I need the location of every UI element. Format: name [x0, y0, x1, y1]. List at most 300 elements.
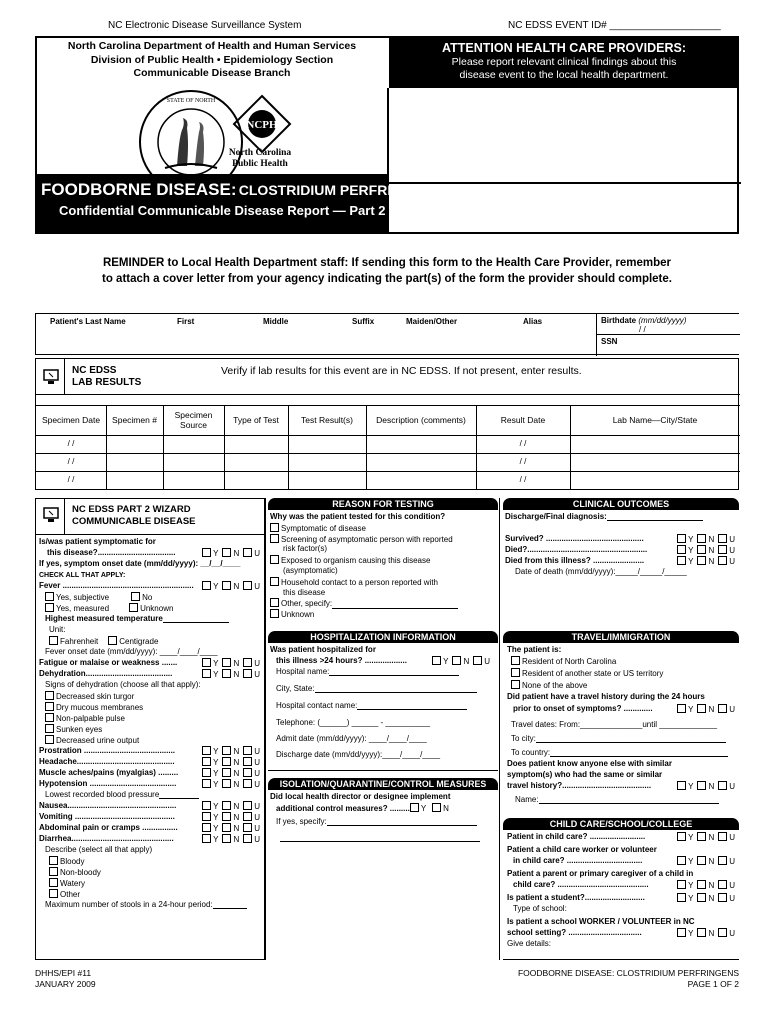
nausea-n-checkbox[interactable]	[222, 801, 231, 810]
muscle-y-checkbox[interactable]	[202, 768, 211, 777]
vomiting-n-checkbox[interactable]	[222, 812, 231, 821]
school-worker-u-label: U	[729, 929, 735, 938]
symptomatic-question: Is/was patient symptomatic for	[39, 537, 156, 546]
isolation-section	[268, 778, 498, 858]
form-row	[39, 878, 264, 889]
headache-u-checkbox[interactable]	[243, 757, 252, 766]
travel-country-label: To country:	[511, 748, 551, 757]
died-u-checkbox[interactable]	[718, 545, 727, 554]
form-row	[507, 880, 739, 891]
form-row	[270, 656, 498, 667]
dehydration-sign-checkbox[interactable]	[45, 702, 54, 711]
symptom-onset-date[interactable]: If yes, symptom onset date (mm/dd/yyyy): __/__/____	[39, 559, 241, 568]
child-care-worker-y-checkbox[interactable]	[677, 856, 686, 865]
travel-history-n-checkbox[interactable]	[697, 704, 706, 713]
child-care-worker-question: Patient a child care worker or volunteer	[507, 845, 657, 854]
child-care-worker-u-label: U	[729, 857, 735, 866]
nausea-y-checkbox[interactable]	[202, 801, 211, 810]
form-row	[507, 734, 739, 745]
nausea-u-label: U	[254, 802, 260, 811]
form-row	[39, 779, 264, 790]
symptomatic-u-checkbox[interactable]	[243, 548, 252, 557]
reason-option-label: Screening of asymptomatic person with reported	[281, 534, 453, 544]
fatigue-u-checkbox[interactable]	[243, 658, 252, 667]
student-y-label: Y	[688, 894, 694, 903]
travel-section	[503, 631, 739, 811]
system-name: NC Electronic Disease Surveillance System	[108, 20, 302, 31]
vomiting-n-label: N	[233, 813, 240, 822]
vomiting	[202, 812, 260, 822]
reason-question: Why was the patient tested for this condition?	[270, 512, 446, 521]
ssn-label[interactable]: SSN	[601, 337, 618, 346]
symptomatic-y-checkbox[interactable]	[202, 548, 211, 557]
hospitalization-section	[268, 631, 498, 771]
survived-n-checkbox[interactable]	[697, 534, 706, 543]
fever-y-label: Y	[213, 582, 219, 591]
died-from-illness-n-label: N	[708, 557, 715, 566]
discharge-date-field[interactable]: Discharge date (mm/dd/yyyy):____/____/____	[276, 750, 441, 759]
student-label: Is patient a student?...........................	[507, 893, 645, 902]
reminder-line-1: REMINDER to Local Health Department staff: If sending this form to the Health Care Provider, remember	[102, 257, 672, 269]
child-care-worker-u-checkbox[interactable]	[718, 856, 727, 865]
hypotension-y-checkbox[interactable]	[202, 779, 211, 788]
form-title: FOODBORNE DISEASE:	[41, 180, 237, 199]
form-row	[507, 845, 739, 856]
survived-y-checkbox[interactable]	[677, 534, 686, 543]
fever-yes-subjective-checkbox[interactable]	[45, 592, 54, 601]
vomiting-u-checkbox[interactable]	[243, 812, 252, 821]
diarrhea-n-checkbox[interactable]	[222, 834, 231, 843]
hospital-contact-input[interactable]	[357, 702, 467, 710]
muscle	[202, 768, 260, 778]
know-similar-question-cont-2: travel history?........................................	[507, 781, 652, 790]
died-u-label: U	[729, 546, 735, 555]
died-y-label: Y	[688, 546, 694, 555]
fever-u-checkbox[interactable]	[243, 581, 252, 590]
fatigue-y-checkbox[interactable]	[202, 658, 211, 667]
know-similar-y-checkbox[interactable]	[677, 781, 686, 790]
hospitalized-y-checkbox[interactable]	[432, 656, 441, 665]
child-care-worker	[677, 856, 735, 866]
result-date-slashes[interactable]: / /	[519, 439, 527, 448]
muscle-y-label: Y	[213, 769, 219, 778]
lab-header-1: NC EDSS	[72, 365, 117, 376]
final-diagnosis-input[interactable]	[607, 513, 703, 521]
max-stools-input[interactable]	[213, 901, 247, 909]
isolation-specify-input-2[interactable]	[280, 834, 480, 842]
clinical-title: CLINICAL OUTCOMES	[503, 498, 739, 510]
form-row	[39, 823, 264, 834]
form-row	[270, 792, 498, 803]
dehydration-n-checkbox[interactable]	[222, 669, 231, 678]
in-child-care-n-checkbox[interactable]	[697, 832, 706, 841]
form-row	[507, 656, 739, 667]
died-from-illness-u-checkbox[interactable]	[718, 556, 727, 565]
stool-type-checkbox[interactable]	[49, 867, 58, 876]
abdominal	[202, 823, 260, 833]
isolation-y-label: Y	[420, 804, 427, 813]
died-n-label: N	[708, 546, 715, 555]
student-n-checkbox[interactable]	[697, 893, 706, 902]
travel-country-input[interactable]	[550, 749, 728, 757]
form-row	[270, 577, 498, 588]
max-stools-label: Maximum number of stools in a 24-hour period:	[45, 900, 213, 909]
form-row	[507, 668, 739, 679]
agency-division: Division of Public Health • Epidemiology Section	[90, 53, 334, 66]
prostration-u-checkbox[interactable]	[243, 746, 252, 755]
headache-y-checkbox[interactable]	[202, 757, 211, 766]
computer-icon	[43, 507, 59, 523]
result-date-slashes[interactable]: / /	[519, 475, 527, 484]
reason-option-checkbox[interactable]	[270, 609, 279, 618]
nausea-u-checkbox[interactable]	[243, 801, 252, 810]
reason-option-checkbox[interactable]	[270, 577, 279, 586]
nausea	[202, 801, 260, 811]
fever-onset-date[interactable]: Fever onset date (mm/dd/yyyy): ____/____/____	[45, 647, 218, 656]
residence-label: Resident of another state or US territory	[522, 669, 664, 678]
form-row	[39, 834, 264, 845]
fatigue	[202, 658, 260, 668]
abdominal-u-checkbox[interactable]	[243, 823, 252, 832]
reason-option-label: Exposed to organism causing this disease	[281, 556, 431, 566]
travel-history-u-checkbox[interactable]	[718, 704, 727, 713]
diarrhea	[202, 834, 260, 844]
prostration-y-checkbox[interactable]	[202, 746, 211, 755]
vomiting-y-checkbox[interactable]	[202, 812, 211, 821]
died-from-illness-y-checkbox[interactable]	[677, 556, 686, 565]
muscle-u-label: U	[254, 769, 260, 778]
travel-city-input[interactable]	[536, 735, 726, 743]
know-similar-question-cont: symptom(s) who had the same or similar	[507, 770, 663, 779]
school-worker-question-cont: school setting? .................................	[507, 928, 642, 937]
specimen-date-slashes[interactable]: / /	[67, 439, 75, 448]
reason-title: REASON FOR TESTING	[268, 498, 498, 510]
fatigue-y-label: Y	[213, 659, 219, 668]
form-row	[270, 598, 498, 609]
patient-middle-name-label[interactable]: Middle	[263, 317, 289, 326]
dehydration	[202, 669, 260, 679]
stool-type-checkbox[interactable]	[49, 889, 58, 898]
dehydration-sign-checkbox[interactable]	[45, 691, 54, 700]
fever-unknown-checkbox[interactable]	[129, 603, 138, 612]
ncph-logo-icon	[232, 94, 292, 154]
isolation-specify-input[interactable]	[327, 818, 477, 826]
hypotension-y-label: Y	[213, 780, 219, 789]
form-row	[507, 856, 739, 867]
result-date-slashes[interactable]: / /	[519, 457, 527, 466]
form-row	[39, 581, 264, 592]
hospitalized-n-checkbox[interactable]	[452, 656, 461, 665]
dehydration-n-label: N	[233, 670, 240, 679]
event-id-field[interactable]: NC EDSS EVENT ID# ____________________	[508, 20, 721, 31]
isolation-n-label: N	[443, 804, 449, 813]
travel-history-y-checkbox[interactable]	[677, 704, 686, 713]
abdominal-y-label: Y	[213, 824, 219, 833]
form-row	[270, 817, 498, 828]
headache-u-label: U	[254, 758, 260, 767]
reason-option-label: Household contact to a person reported with	[281, 577, 438, 587]
muscle-n-checkbox[interactable]	[222, 768, 231, 777]
birthdate-format: (mm/dd/yyyy)	[638, 316, 687, 325]
highest-temp-input[interactable]	[163, 615, 229, 623]
reason-option-checkbox[interactable]	[270, 598, 279, 607]
form-row	[39, 735, 264, 746]
form-row	[507, 680, 739, 691]
prostration-u-label: U	[254, 747, 260, 756]
school-worker-y-label: Y	[688, 929, 694, 938]
temp-unit-label: Unit:	[49, 625, 66, 634]
know-similar-n-checkbox[interactable]	[697, 781, 706, 790]
diarrhea-label: Diarrhea..............................................	[39, 834, 174, 843]
fatigue-n-checkbox[interactable]	[222, 658, 231, 667]
form-row	[39, 889, 264, 900]
form-row	[39, 856, 264, 867]
svg-text:STATE OF NORTH: STATE OF NORTH	[166, 98, 216, 104]
wizard-section	[35, 498, 265, 960]
hospitalized-u-checkbox[interactable]	[473, 656, 482, 665]
form-row	[270, 750, 498, 761]
contact-name-label: Name:	[515, 795, 539, 804]
isolation-n-checkbox[interactable]	[432, 803, 441, 812]
fahrenheit-checkbox[interactable]	[49, 636, 58, 645]
diarrhea-u-checkbox[interactable]	[243, 834, 252, 843]
student	[677, 893, 735, 903]
specimen-date-slashes[interactable]: / /	[67, 457, 75, 466]
school-worker-y-checkbox[interactable]	[677, 928, 686, 937]
attention-title: ATTENTION HEALTH CARE PROVIDERS:	[442, 41, 686, 55]
reason-option-cont: risk factor(s)	[283, 544, 327, 554]
fever-y-checkbox[interactable]	[202, 581, 211, 590]
hospitalized	[432, 656, 490, 666]
reason-option-checkbox[interactable]	[270, 523, 279, 532]
know-similar-u-checkbox[interactable]	[718, 781, 727, 790]
muscle-u-checkbox[interactable]	[243, 768, 252, 777]
dehydration-u-label: U	[254, 670, 260, 679]
residence-checkbox[interactable]	[511, 668, 520, 677]
form-row	[507, 869, 739, 880]
hospital-city-input[interactable]	[315, 685, 477, 693]
fever-yes-measured-label: Yes, measured	[56, 604, 110, 613]
footer-page: PAGE 1 OF 2	[687, 979, 739, 989]
survived-label: Survived? ............................................	[505, 534, 644, 543]
in-child-care-u-checkbox[interactable]	[718, 832, 727, 841]
centigrade-checkbox[interactable]	[108, 636, 117, 645]
travel-history-question: Did patient have a travel history during the 24 hours	[507, 692, 705, 701]
parent-y-label: Y	[688, 881, 694, 890]
fever-yes-subjective-label: Yes, subjective	[56, 593, 110, 602]
died-n-checkbox[interactable]	[697, 545, 706, 554]
died-from-illness-n-checkbox[interactable]	[697, 556, 706, 565]
died-from-illness-y-label: Y	[688, 557, 694, 566]
agency-name: North Carolina Department of Health and Human Services	[67, 40, 357, 52]
fever-label: Fever ...........................................................	[39, 581, 194, 590]
died-from-illness-label: Died from this illness? .......................	[505, 556, 645, 565]
student-y-checkbox[interactable]	[677, 893, 686, 902]
form-row	[39, 790, 264, 801]
parent-n-checkbox[interactable]	[697, 880, 706, 889]
death-date-field[interactable]: Date of death (mm/dd/yyyy):_____/_____/_____	[515, 567, 687, 576]
form-row	[39, 724, 264, 735]
hypotension-u-checkbox[interactable]	[243, 779, 252, 788]
in-child-care-y-label: Y	[688, 833, 694, 842]
hospitalized-n-label: N	[463, 657, 470, 666]
headache-y-label: Y	[213, 758, 219, 767]
prostration-n-checkbox[interactable]	[222, 746, 231, 755]
form-row	[39, 746, 264, 757]
symptomatic-question-cont: this disease?...................................	[47, 548, 176, 557]
in-child-care-y-checkbox[interactable]	[677, 832, 686, 841]
reason-option-checkbox[interactable]	[270, 534, 279, 543]
dehydration-sign-checkbox[interactable]	[45, 735, 54, 744]
parent-question: Patient a parent or primary caregiver of a child in	[507, 869, 694, 878]
patient-maiden-label[interactable]: Maiden/Other	[406, 317, 458, 326]
dehydration-u-checkbox[interactable]	[243, 669, 252, 678]
survived-u-checkbox[interactable]	[718, 534, 727, 543]
lowest-bp-input[interactable]	[159, 791, 199, 799]
lab-column-header: Type of Test	[233, 415, 279, 425]
form-row	[505, 534, 739, 545]
residence-checkbox[interactable]	[511, 656, 520, 665]
headache-n-checkbox[interactable]	[222, 757, 231, 766]
stool-type-checkbox[interactable]	[49, 856, 58, 865]
form-row	[39, 702, 264, 713]
dehydration-label: Dehydration.......................................	[39, 669, 173, 678]
fever-yes-measured-checkbox[interactable]	[45, 603, 54, 612]
form-row	[507, 893, 739, 904]
form-row	[270, 718, 498, 729]
specimen-date-slashes[interactable]: / /	[67, 475, 75, 484]
school-worker-u-checkbox[interactable]	[718, 928, 727, 937]
form-row	[39, 603, 264, 614]
birthdate-slashes: / /	[639, 325, 646, 335]
died-y-checkbox[interactable]	[677, 545, 686, 554]
survived-n-label: N	[708, 535, 715, 544]
wizard-header-1: NC EDSS PART 2 WIZARD	[72, 504, 191, 515]
form-row	[507, 645, 739, 656]
form-subtitle: Confidential Communicable Disease Report — Part 2	[59, 202, 386, 218]
prostration	[202, 746, 260, 756]
computer-icon	[43, 369, 59, 385]
form-row	[507, 904, 739, 915]
patient-info-row	[35, 313, 739, 355]
hypotension	[202, 779, 260, 789]
abdominal-y-checkbox[interactable]	[202, 823, 211, 832]
patient-last-name-label[interactable]: Patient's Last Name	[50, 317, 126, 326]
symptomatic-n-checkbox[interactable]	[222, 548, 231, 557]
hosp-question-cont: this illness >24 hours? ...................	[276, 656, 407, 665]
parent-y-checkbox[interactable]	[677, 880, 686, 889]
form-row	[505, 545, 739, 556]
hospital-name-label: Hospital name:	[276, 667, 330, 676]
form-row	[39, 669, 264, 680]
attention-line-2: disease event to the local health department.	[459, 68, 669, 81]
header-box	[35, 36, 739, 234]
patient-alias-label[interactable]: Alias	[523, 317, 543, 326]
dehydration-signs-label: Signs of dehydration (choose all that apply):	[45, 680, 201, 689]
contact-name-input[interactable]	[539, 796, 719, 804]
in-child-care-n-label: N	[708, 833, 715, 842]
travel-history-n-label: N	[708, 705, 715, 714]
admit-date-field[interactable]: Admit date (mm/dd/yyyy): ____/____/____	[276, 734, 427, 743]
form-row	[270, 645, 498, 656]
lab-column-header: Specimen Date	[41, 415, 101, 425]
reason-option-cont: this disease	[283, 587, 326, 597]
hospital-name-input[interactable]	[329, 668, 459, 676]
lab-column-header: Specimen #	[112, 415, 157, 425]
form-row	[270, 566, 498, 577]
fever-u-label: U	[254, 582, 260, 591]
fever-n-checkbox[interactable]	[222, 581, 231, 590]
form-row	[507, 917, 739, 928]
hospital-phone-field[interactable]: Telephone: (______) ______ - __________	[276, 718, 430, 727]
parent-u-checkbox[interactable]	[718, 880, 727, 889]
footer-code: DHHS/EPI #11	[35, 968, 92, 978]
hospitalized-u-label: U	[484, 657, 490, 666]
hypotension-n-checkbox[interactable]	[222, 779, 231, 788]
travel-history-question-cont: prior to onset of symptoms? .............	[513, 704, 653, 713]
reason-other-input[interactable]	[332, 601, 458, 609]
travel-dates-field[interactable]: Travel dates: From:______________until _____________	[511, 720, 718, 729]
form-row	[270, 833, 498, 844]
logo-name-2: Public Health	[232, 159, 288, 169]
travel-history	[677, 704, 735, 714]
abdominal-label: Abdominal pain or cramps ................	[39, 823, 178, 832]
form-row	[507, 770, 739, 781]
reason-option-checkbox[interactable]	[270, 555, 279, 564]
know-similar-y-label: Y	[688, 782, 694, 791]
vomiting-y-label: Y	[213, 813, 219, 822]
in-child-care	[677, 832, 735, 842]
stool-type-checkbox[interactable]	[49, 878, 58, 887]
dehydration-sign-label: Decreased urine output	[56, 736, 140, 745]
diarrhea-y-checkbox[interactable]	[202, 834, 211, 843]
know-similar-question: Does patient know anyone else with similar	[507, 759, 672, 768]
dehydration-sign-checkbox[interactable]	[45, 713, 54, 722]
stool-type-label: Non-bloody	[60, 868, 101, 877]
diarrhea-n-label: N	[233, 835, 240, 844]
fatigue-n-label: N	[233, 659, 240, 668]
nausea-n-label: N	[233, 802, 240, 811]
fever-no-checkbox[interactable]	[131, 592, 140, 601]
symptomatic-u-label: U	[254, 549, 260, 558]
residence-checkbox[interactable]	[511, 680, 520, 689]
hospital-contact-label: Hospital contact name:	[276, 701, 358, 710]
student-u-checkbox[interactable]	[718, 893, 727, 902]
muscle-n-label: N	[233, 769, 240, 778]
lowest-bp-label: Lowest recorded blood pressure	[45, 790, 160, 799]
agency-branch: Communicable Disease Branch	[133, 67, 291, 79]
child-care-worker-n-checkbox[interactable]	[697, 856, 706, 865]
birthdate-label[interactable]: Birthdate	[601, 316, 637, 325]
form-row	[505, 556, 739, 567]
vomiting-u-label: U	[254, 813, 260, 822]
fatigue-label: Fatigue or malaise or weakness .......	[39, 658, 178, 667]
school-worker-n-checkbox[interactable]	[697, 928, 706, 937]
patient-suffix-label[interactable]: Suffix	[352, 317, 375, 326]
centigrade-label: Centigrade	[119, 637, 159, 646]
abdominal-n-checkbox[interactable]	[222, 823, 231, 832]
died-from-illness	[677, 556, 735, 566]
fever-n-label: N	[233, 582, 240, 591]
form-row	[507, 704, 739, 715]
travel-history-y-label: Y	[688, 705, 694, 714]
dehydration-y-checkbox[interactable]	[202, 669, 211, 678]
dehydration-sign-checkbox[interactable]	[45, 724, 54, 733]
form-row	[507, 781, 739, 792]
student-n-label: N	[708, 894, 715, 903]
isolation-y-checkbox[interactable]	[410, 803, 419, 812]
patient-first-name-label[interactable]: First	[177, 317, 195, 326]
